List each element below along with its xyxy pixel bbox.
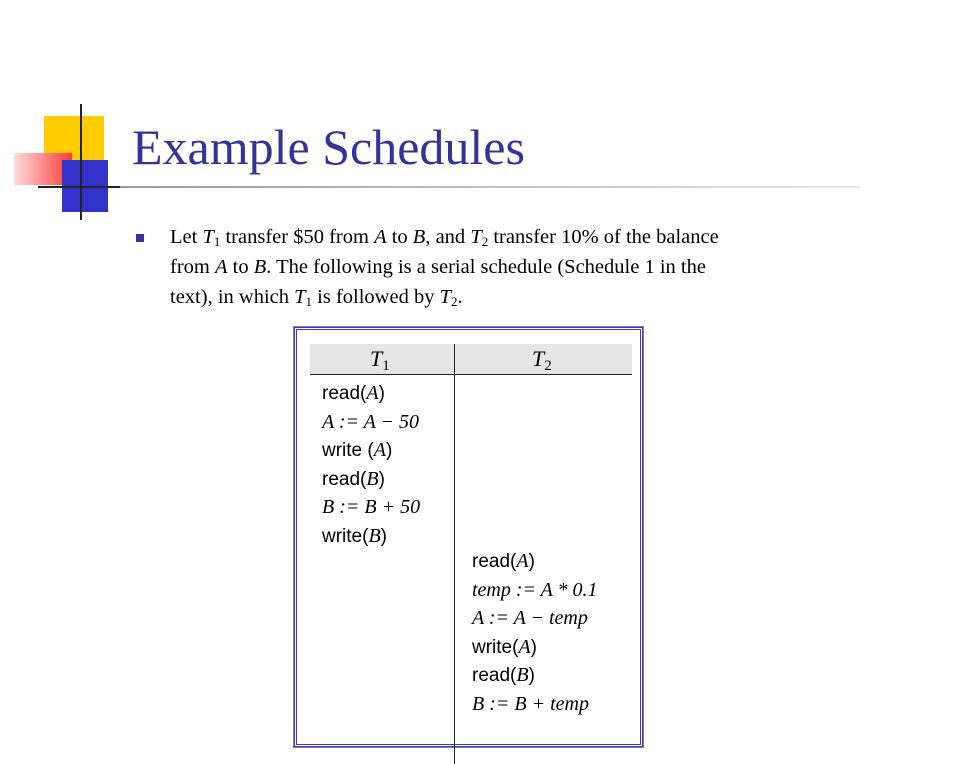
schedule-table: [294, 327, 643, 747]
t2-op-5: read(B): [472, 664, 535, 686]
slide-title: Example Schedules: [132, 119, 525, 175]
decor-horizontal-line: [38, 186, 128, 188]
schedule-table-header: [310, 344, 632, 375]
column-divider: [454, 344, 455, 764]
t2-op-2: temp := A * 0.1: [472, 578, 598, 601]
header-t1: $T_1$: [370, 346, 390, 374]
bullet-marker: [136, 234, 144, 242]
t1-op-4: read(B): [322, 467, 385, 490]
t1-op-6: write(B): [322, 524, 387, 547]
t1-op-1: read(A): [322, 382, 385, 404]
header-t2: $T_2$: [532, 346, 552, 374]
t2-op-1: read(A): [472, 550, 535, 572]
t1-op-2: A := A − 50: [322, 410, 420, 433]
t2-op-3: A := A − temp: [472, 607, 588, 629]
schedule-table-body: [310, 344, 632, 764]
t1-op-3: write (A): [322, 439, 393, 461]
bullet-text: Let $T_1$ transfer $50 from A to B, and $T_2$ transfer 10% of the balance from A to B. The following is a serial schedule (Schedule 1 in the text), in which $T_1$ is followed by $T_2$.: [170, 226, 719, 309]
t2-op-6: B := B + temp: [472, 692, 589, 715]
t1-op-5: B := B + 50: [322, 496, 421, 518]
decor-vertical-line: [80, 104, 82, 220]
t2-op-4: write(A): [472, 635, 537, 658]
title-divider: [120, 186, 860, 188]
